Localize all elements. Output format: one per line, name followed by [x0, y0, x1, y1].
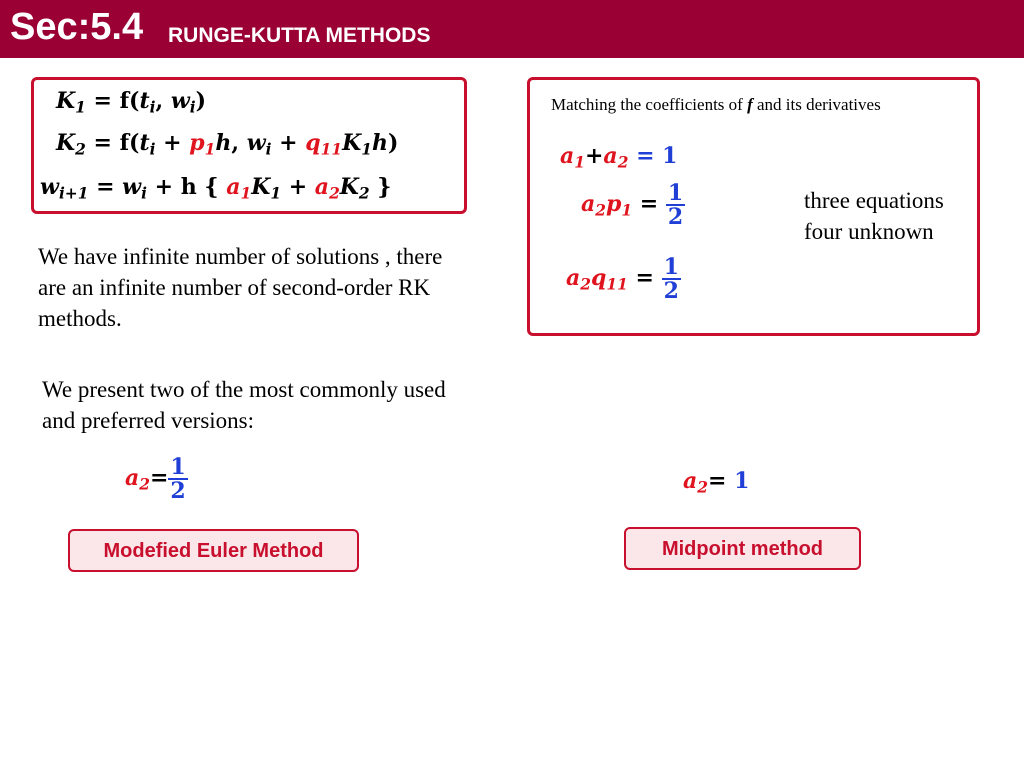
- section-number: Sec:5.4: [10, 6, 144, 48]
- slide-title: RUNGE-KUTTA METHODS: [168, 24, 431, 47]
- fraction-one-half: $\frac{1}{2}$: [170, 454, 186, 504]
- coeff-eq-3: $a_2q_{11}$ = $\frac{1}{2}$: [566, 254, 679, 304]
- choice-a2-half: $a_2=$ $\frac{1}{2}$: [125, 454, 186, 504]
- coeff-eq-2: $a_2p_1$ = $\frac{1}{2}$: [581, 180, 684, 230]
- infinite-solutions-text: We have infinite number of solutions , there are an infinite number of second-order RK methods.: [38, 244, 443, 331]
- coeff-eq-1: $a_1+a_2 = 1$: [560, 143, 678, 172]
- fraction-one-half: $\frac{1}{2}$: [667, 180, 684, 230]
- formula-k2: $K_2 = f(t_i + p_1h$, $w_i + q_{11}K_1h$): [56, 130, 399, 159]
- formula-w-update: $w_{i+1} = w_i + h$ { $a_1K_1 + a_2K_2$ }: [40, 174, 392, 203]
- present-versions-text: We present two of the most commonly used and preferred versions:: [42, 377, 446, 433]
- slide-header: [0, 0, 1024, 58]
- formula-k1: $K_1 = f(t_i$, $w_i$): [56, 88, 207, 117]
- coefficients-heading: Matching the coefficients of f and its derivatives: [551, 95, 881, 114]
- modified-euler-method-button[interactable]: Modefied Euler Method: [68, 529, 359, 572]
- fraction-one-half: $\frac{1}{2}$: [663, 254, 679, 304]
- choice-a2-one: $a_2= 1$: [683, 468, 750, 497]
- midpoint-method-button[interactable]: Midpoint method: [624, 527, 861, 570]
- equations-note: three equations four unknown: [804, 188, 944, 244]
